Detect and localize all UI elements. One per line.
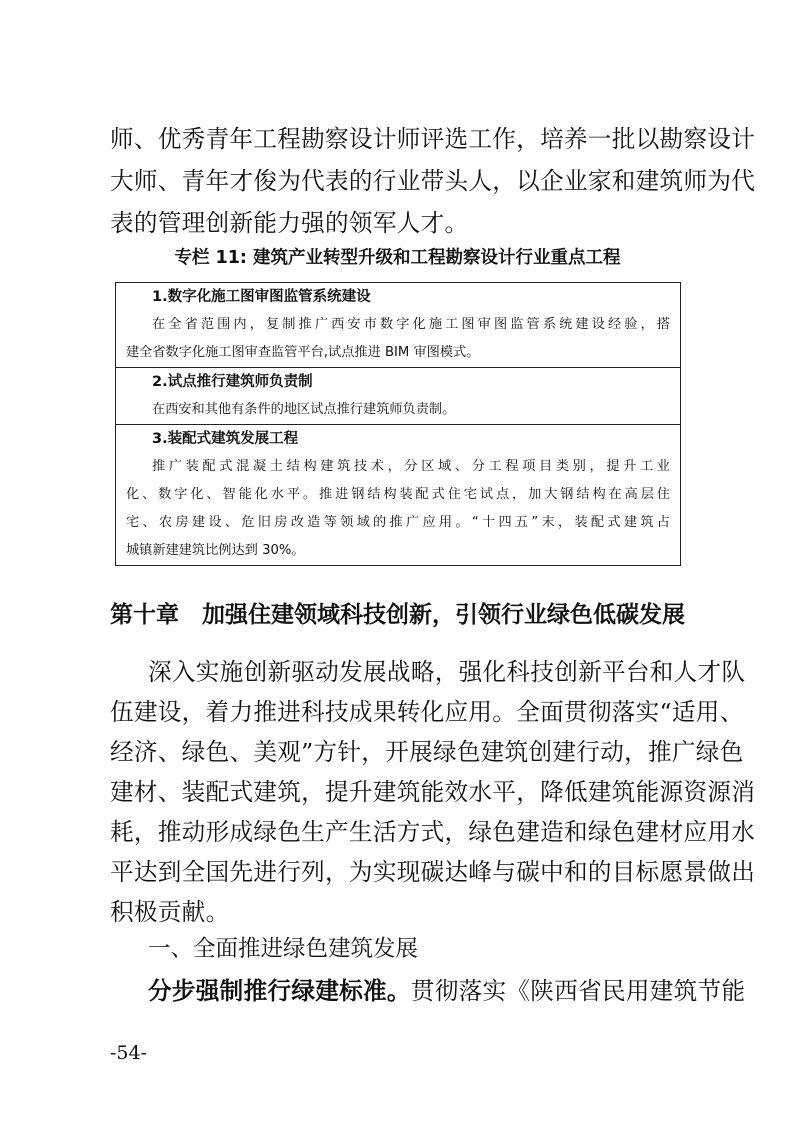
box-row-text: 建全省数字化施工图审查监管平台,试点推进 BIM 审图模式。	[126, 345, 480, 360]
page-number: -54-	[110, 1042, 148, 1064]
box-row-heading: 3.装配式建筑发展工程	[152, 431, 299, 447]
paragraph-lead: 分步强制推行绿建标准。	[148, 977, 411, 1005]
box-row-3	[116, 425, 680, 565]
box-title: 专栏 11: 建筑产业转型升级和工程勘察设计行业重点工程	[174, 248, 621, 268]
box-row-text: 城镇新建建筑比例达到 30%。	[126, 543, 305, 558]
box-row-2	[116, 368, 680, 425]
box-row-text: 在全省范围内，复制推广西安市数字化施工图审图监管系统建设经验，搭	[152, 317, 670, 332]
paragraph-text: 贯彻落实《陕西省民用建筑节能	[410, 977, 746, 1005]
paragraph-line: 建材、装配式建筑，提升建筑能效水平，降低建筑能源资源消	[110, 778, 756, 806]
paragraph-line: 耗，推动形成绿色生产生活方式，绿色建造和绿色建材应用水	[110, 818, 756, 846]
paragraph-line: 深入实施创新驱动发展战略，强化科技创新平台和人才队	[148, 658, 746, 686]
paragraph-line: 经济、绿色、美观”方针，开展绿色建筑创建行动，推广绿色	[110, 738, 744, 766]
feature-box	[115, 282, 681, 566]
box-row-text: 推广装配式混凝土结构建筑技术，分区域、分工程项目类别，提升工业	[152, 459, 670, 474]
box-row-1	[116, 283, 680, 368]
paragraph-line: 伍建设，着力推进科技成果转化应用。全面贯彻落实“适用、	[110, 698, 744, 726]
paragraph-line: 平达到全国先进行列，为实现碳达峰与碳中和的目标愿景做出	[110, 858, 756, 886]
box-row-text: 宅、农房建设、危旧房改造等领域的推广应用。“十四五”末，装配式建筑占	[126, 515, 670, 530]
box-row-heading: 1.数字化施工图审图监管系统建设	[152, 289, 371, 305]
box-row-heading: 2.试点推行建筑师负责制	[152, 374, 313, 390]
intro-line: 大师、青年才俊为代表的行业带头人，以企业家和建筑师为代	[110, 167, 756, 195]
intro-line: 师、优秀青年工程勘察设计师评选工作，培养一批以勘察设计	[110, 125, 756, 153]
box-row-text: 在西安和其他有条件的地区试点推行建筑师负责制。	[152, 402, 456, 417]
intro-line: 表的管理创新能力强的领军人才。	[110, 209, 469, 237]
section-heading: 一、全面推进绿色建筑发展	[148, 936, 419, 962]
box-row-text: 化、数字化、智能化水平。推进钢结构装配式住宅试点，加大钢结构在高层住	[126, 487, 670, 502]
paragraph-line	[148, 976, 746, 1006]
chapter-title: 第十章 加强住建领域科技创新，引领行业绿色低碳发展	[110, 601, 685, 628]
paragraph-line: 积极贡献。	[110, 898, 230, 926]
